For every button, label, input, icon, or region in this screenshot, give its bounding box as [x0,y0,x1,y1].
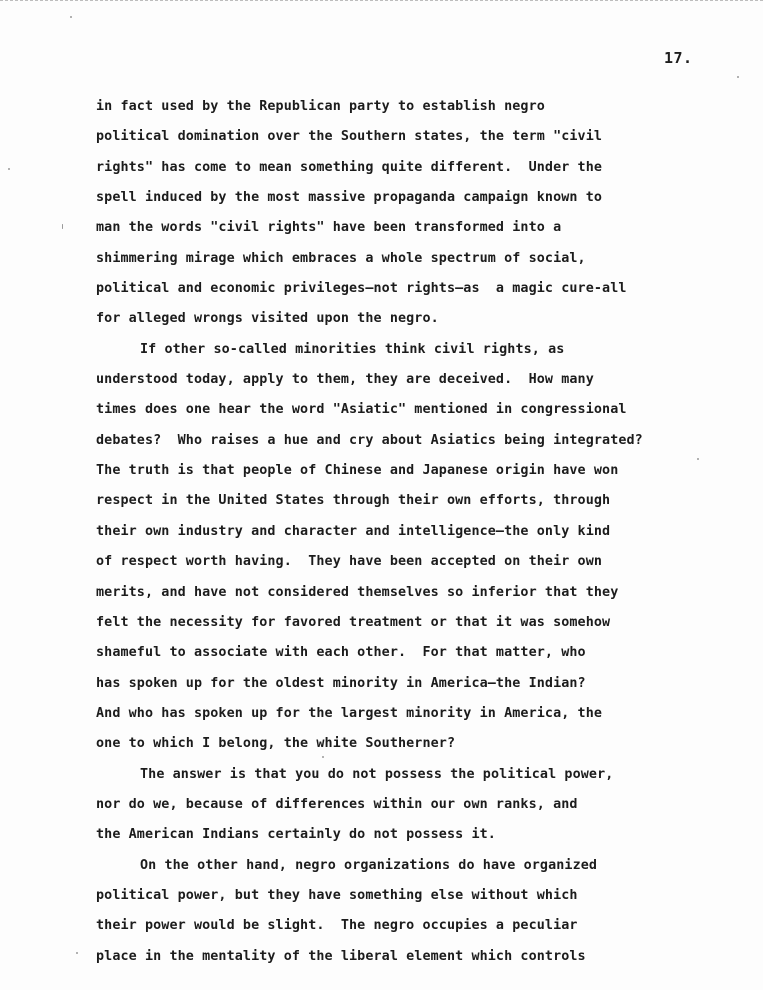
scan-speck [8,168,10,170]
page-number: 17. [664,49,693,67]
text-line: the American Indians certainly do not possess it. [96,827,496,843]
text-line: The answer is that you do not possess the political power, [140,766,614,782]
text-line: rights" has come to mean something quite different. Under the [96,159,603,175]
text-line: The truth is that people of Chinese and Japanese origin have won [96,463,619,479]
text-line: political power, but they have something else without which [96,887,578,903]
text-line: one to which I belong, the white Southerner? [96,736,456,752]
text-line: merits, and have not considered themselves so inferior that they [96,584,619,600]
text-line: understood today, apply to them, they are deceived. How many [96,372,594,388]
text-line: spell induced by the most massive propaganda campaign known to [96,190,603,206]
page-top-edge [0,0,763,1]
text-line: nor do we, because of differences within our own ranks, and [96,796,578,812]
text-line: shimmering mirage which embraces a whole spectrum of social, [96,250,586,266]
text-line: times does one hear the word "Asiatic" mentioned in congressional [96,402,627,418]
body-text [96,92,736,972]
text-line: man the words "civil rights" have been transformed into a [96,220,562,236]
text-line: debates? Who raises a hue and cry about Asiatics being integrated? [96,432,643,448]
scan-speck [70,16,72,18]
text-line: political domination over the Southern states, the term "civil [96,129,603,145]
text-line: On the other hand, negro organizations do have organized [140,857,598,873]
text-line: If other so-called minorities think civil rights, as [140,341,565,357]
text-line: And who has spoken up for the largest minority in America, the [96,705,603,721]
scan-speck [76,952,78,954]
scan-speck [737,76,739,78]
text-line: political and economic privileges—not rights—as a magic cure-all [96,281,627,297]
text-line: in fact used by the Republican party to establish negro [96,99,545,114]
text-line: of respect worth having. They have been accepted on their own [96,554,603,570]
text-line: respect in the United States through their own efforts, through [96,493,611,509]
scan-speck [62,224,63,229]
text-line: place in the mentality of the liberal element which controls [96,948,586,964]
text-line: has spoken up for the oldest minority in America—the Indian? [96,675,586,691]
text-line: for alleged wrongs visited upon the negro. [96,311,439,327]
text-line: felt the necessity for favored treatment or that it was somehow [96,614,611,630]
text-line: their own industry and character and intelligence—the only kind [96,523,611,539]
text-line: their power would be slight. The negro occupies a peculiar [96,918,578,934]
text-line: shameful to associate with each other. For that matter, who [96,645,586,661]
